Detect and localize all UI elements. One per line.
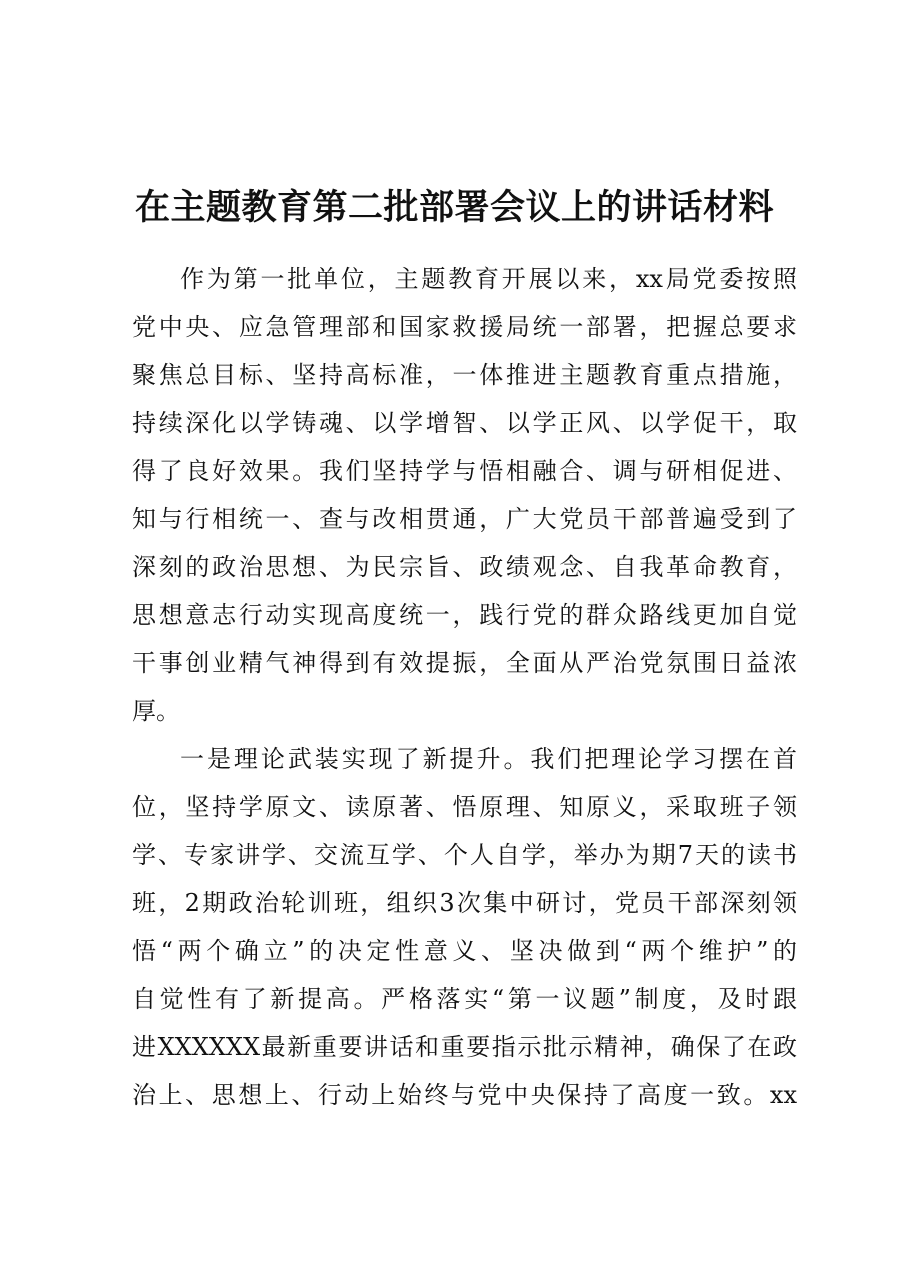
paragraph-1-line-4: 持续深化以学铸魂、以学增智、以学正风、以学促干，取 bbox=[132, 409, 797, 437]
paragraph-1-line-6: 知与行相统一、查与改相贯通，广大党员干部普遍受到了 bbox=[132, 505, 797, 533]
paragraph-2-line-3: 学、专家讲学、交流互学、个人自学，举办为期7天的读书 bbox=[132, 841, 797, 869]
paragraph-2-line-2: 位，坚持学原文、读原著、悟原理、知原义，采取班子领 bbox=[132, 793, 797, 821]
paragraph-2-line-6: 自觉性有了新提高。严格落实“第一议题”制度，及时跟 bbox=[132, 985, 797, 1013]
paragraph-1-line-8: 思想意志行动实现高度统一，践行党的群众路线更加自觉 bbox=[132, 601, 797, 629]
paragraph-1-line-1: 作为第一批单位，主题教育开展以来，xx局党委按照 bbox=[180, 265, 797, 293]
paragraph-2-line-8: 治上、思想上、行动上始终与党中央保持了高度一致。xx bbox=[132, 1081, 797, 1109]
paragraph-1-line-10: 厚。 bbox=[132, 697, 180, 725]
paragraph-1-line-2: 党中央、应急管理部和国家救援局统一部署，把握总要求 bbox=[132, 313, 797, 341]
paragraph-2-line-5: 悟“两个确立”的决定性意义、坚决做到“两个维护”的 bbox=[132, 937, 797, 965]
paragraph-1-line-5: 得了良好效果。我们坚持学与悟相融合、调与研相促进、 bbox=[132, 457, 797, 485]
paragraph-2-line-7: 进XXXXXX最新重要讲话和重要指示批示精神，确保了在政 bbox=[132, 1033, 797, 1061]
paragraph-2-line-1: 一是理论武装实现了新提升。我们把理论学习摆在首 bbox=[180, 745, 797, 773]
paragraph-1-line-3: 聚焦总目标、坚持高标准，一体推进主题教育重点措施， bbox=[132, 361, 797, 389]
paragraph-2-line-4: 班，2期政治轮训班，组织3次集中研讨，党员干部深刻领 bbox=[132, 889, 797, 917]
paragraph-1-line-7: 深刻的政治思想、为民宗旨、政绩观念、自我革命教育， bbox=[132, 553, 797, 581]
paragraph-1-line-9: 干事创业精气神得到有效提振，全面从严治党氛围日益浓 bbox=[132, 649, 797, 677]
document-title: 在主题教育第二批部署会议上的讲话材料 bbox=[134, 187, 774, 228]
